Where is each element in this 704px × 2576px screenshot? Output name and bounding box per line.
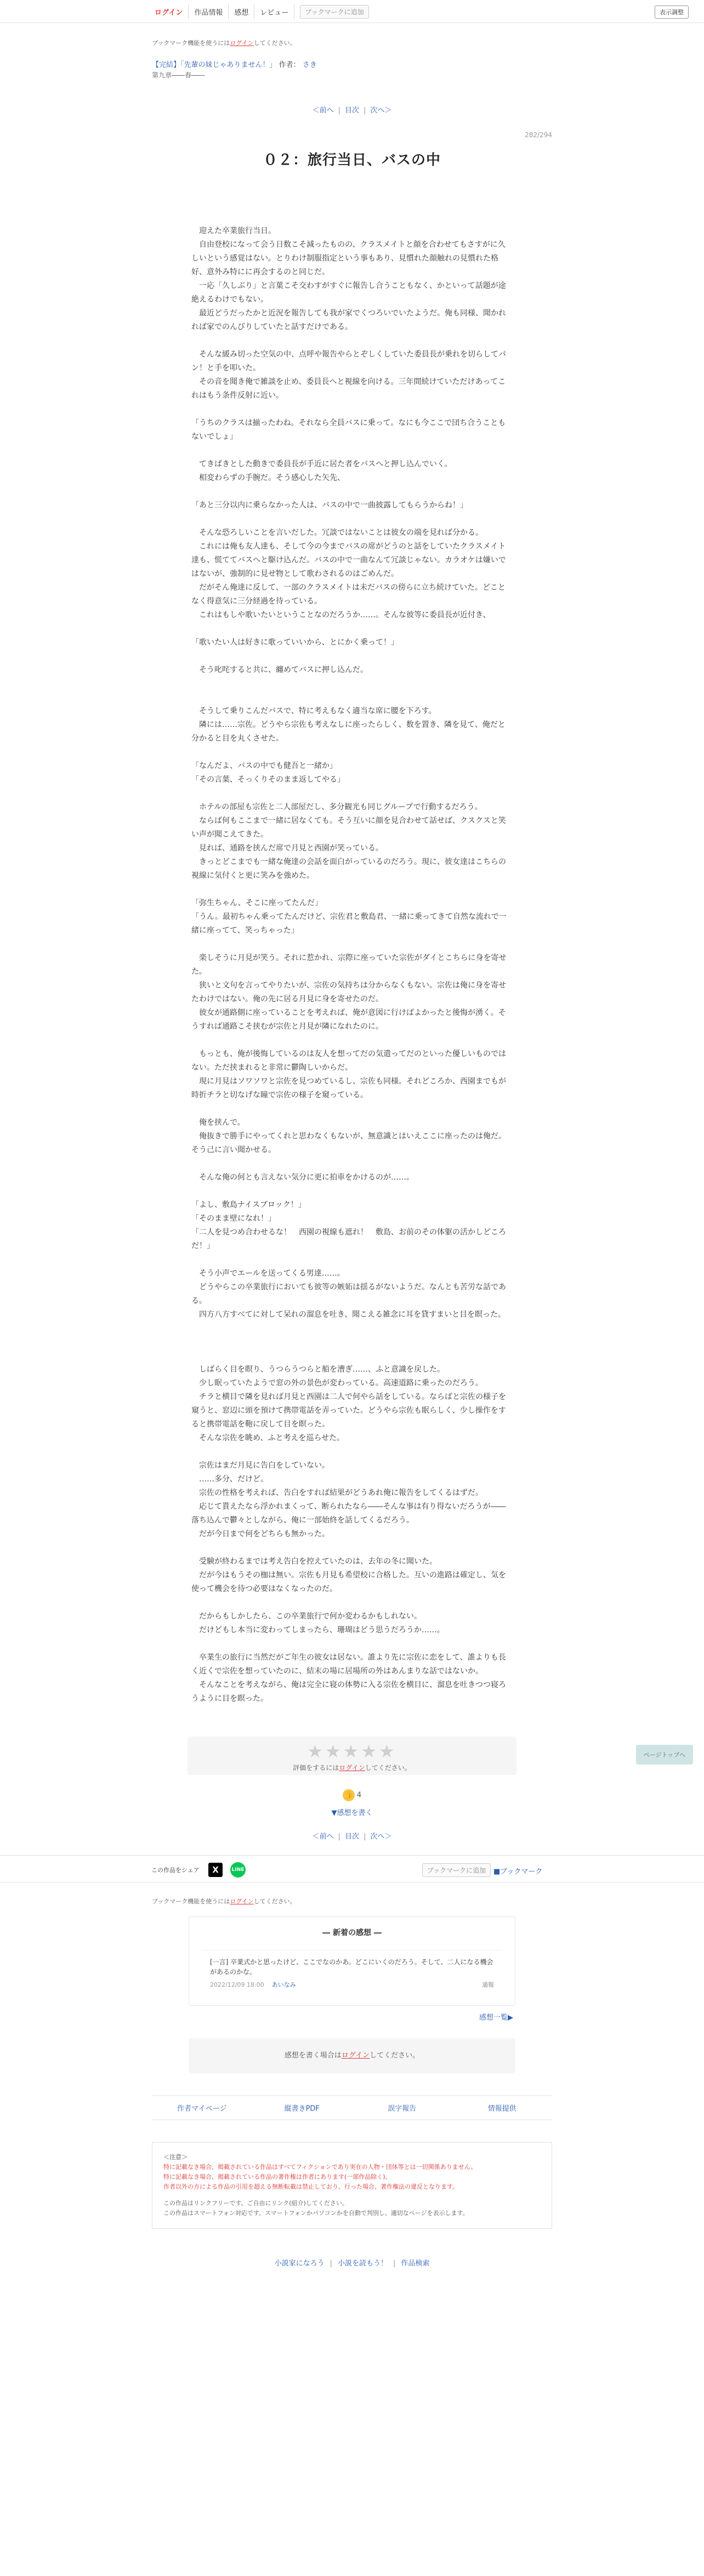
line-share-icon[interactable]: LINE <box>230 1862 246 1878</box>
body-line: 見れば、通路を挟んだ席で月見と西園が笑っている。 <box>191 844 383 853</box>
like-count: 4 <box>356 1791 362 1800</box>
body-line <box>191 1034 513 1047</box>
bookmark-login-link[interactable]: ログイン <box>230 40 254 47</box>
body-line <box>191 622 513 636</box>
body-line <box>191 1185 513 1198</box>
body-line <box>191 1102 513 1116</box>
body-line: 卒業生の旅行に当然だがご年生の彼女は居ない。誰より先に宗佐に恋をして、誰よりも長く近くで宗佐を想っていたのに、結末の場に居場所の外はあんまりな話ではないか。 <box>191 1653 506 1676</box>
body-line: 少し眠っていたようで窓の外の景色が変わっている。高速道路に乗ったのだろう。 <box>191 1379 483 1388</box>
caution-gray-line: この作品はスマートフォン対応です。スマートフォンかパソコンかを自動で判別し、適切なページを表示します。 <box>163 2209 469 2217</box>
recent-reviews-box <box>189 1917 515 2006</box>
typo-report-link[interactable]: 誤字報告 <box>388 2105 417 2113</box>
prev-link[interactable]: ＜前へ <box>312 106 334 115</box>
impressions-link[interactable]: 感想 <box>229 4 254 19</box>
review-text: [一言] 卒業式かと思ったけど、ここでなのかあ。どこにいくのだろう。そして、二人になる機会があるのかな。 <box>210 1958 493 1976</box>
body-line: 隣には……宗佐。どうやら宗佐も考えなしに座ったらしく、数を置き、隣を見て、俺だと分かると目を丸くさせた。 <box>191 720 506 743</box>
body-line: 「その言葉、そっくりそのまま返してやる」 <box>191 775 345 784</box>
review-link[interactable]: レビュー <box>254 4 294 19</box>
body-line: 彼女が通路側に座っていることを考えれば、俺が意図に行けばよかったと後悔が湧く。そうすれば通路こそ挟むが宗佐と月見が隣になれたのに。 <box>191 1008 506 1031</box>
novel-body <box>152 211 552 1706</box>
write-review-toggle[interactable]: ▼感想を書く <box>331 1809 373 1817</box>
body-line <box>191 403 513 416</box>
body-line <box>191 1596 513 1610</box>
body-line <box>191 650 513 663</box>
body-line: だからもしかしたら、この卒業旅行で何か変わるかもしれない。 <box>191 1612 422 1621</box>
caution-title: ＜注意＞ <box>163 2154 188 2161</box>
body-line: その音を聞き俺で雑談を止め、委員長へと視線を向ける。三年間続けていただけあってこれはもう条件反射に近い。 <box>191 377 506 400</box>
footer-link-search[interactable]: 作品検索 <box>401 2259 430 2268</box>
body-line <box>191 677 513 691</box>
body-line <box>191 1322 513 1335</box>
body-line: これはもしや歌いたいということなのだろうか……。そんな彼等に委員長が近付き、 <box>191 611 491 619</box>
body-line: 迎えた卒業旅行当日。 <box>191 227 276 235</box>
body-line: きっとどこまでも一緒な俺達の会話を面白がっているのだろう。現に、彼女達はこちらの視線に気付くと更に笑みを強めた。 <box>191 858 506 880</box>
body-line: 俺を挟んで。 <box>191 1118 245 1127</box>
reviewer-link[interactable]: あいなみ <box>271 1981 296 1988</box>
body-line <box>191 1253 513 1267</box>
body-line <box>191 691 513 704</box>
body-line: そうして乗りこんだバスで、特に考えもなく適当な席に腰を下ろす。 <box>191 707 436 715</box>
body-line: だがそん俺達に反して、一部のクラスメイトは未だバスの傍らに立ち続けていた。どことなく得意気に三分経過を待っている。 <box>191 583 506 606</box>
bottom-links <box>152 2095 552 2120</box>
body-line: 応じて貰えたなら浮かれまくって、断られたなら――そんな事は有り得ないだろうが――落ち込んで鬱々としながら、俺に一部始終を話してくるだろう。 <box>191 1502 506 1525</box>
next-link-bottom[interactable]: 次へ＞ <box>370 1833 392 1841</box>
vertical-pdf-link[interactable]: 縦書きPDF <box>284 2105 320 2113</box>
top-bar <box>0 0 704 23</box>
rating-box <box>188 1737 516 1775</box>
share-bar <box>0 1855 704 1882</box>
body-line: そう小声でエールを送ってくる男達……。 <box>191 1269 345 1278</box>
index-link[interactable]: 目次 <box>344 106 359 115</box>
pager-top: ＜前へ | 目次 | 次へ＞ <box>312 106 392 115</box>
body-line: 狭いと文句を言ってやりたいが、宗佐の気持ちは分からなくもない。宗佐は俺に身を寄せたわけではない。俺の先に居る月見に身を寄せたのだ。 <box>191 981 506 1004</box>
bookmark-login-link-bottom[interactable]: ログイン <box>230 1898 254 1905</box>
caution-red-line: 作者以外の方による作品の引用を超える無断転載は禁止しており、行った場合、著作権法の違反となります。 <box>163 2183 459 2190</box>
body-line: どうやらこの卒業旅行においても彼等の嫉妬は揺るがないようだ。なんとも苦労な話である。 <box>191 1283 506 1305</box>
body-line <box>191 746 513 759</box>
body-line <box>191 1445 513 1459</box>
body-line <box>191 938 513 951</box>
body-line: そう叱咤すると共に、纏めてバスに押し込んだ。 <box>191 666 368 674</box>
info-provide-link[interactable]: 情報提供 <box>487 2105 516 2113</box>
chapter-name: 第九章――春―― <box>152 71 205 79</box>
caution-red-line: 特に記載なき場合、掲載されている作品の著作権は作者にあります(一部作品除く)。 <box>163 2173 391 2180</box>
body-line: 俺抜きで勝手にやってくれと思わなくもないが、無意識とはいえここに座ったのは俺だ。そう己に言い聞かせる。 <box>191 1132 506 1154</box>
body-line: ホテルの部屋も宗佐と二人部屋だし、多分観光も同じグループで行動するだろう。 <box>191 803 482 811</box>
body-line: だが今はもうその枷は無い。宗佐も月見も希望校に合格した。互いの進路は確定し、気を使って機会を待つ必要はなくなったのだ。 <box>191 1571 506 1593</box>
body-line: 「よし、敷島ナイスブロック！」 <box>191 1200 306 1209</box>
rating-stars[interactable]: ★★★★★ <box>307 1741 397 1762</box>
next-link[interactable]: 次へ＞ <box>370 106 392 115</box>
body-line: 「そのまま壁になれ！」 <box>191 1214 276 1223</box>
body-line <box>191 1335 513 1349</box>
body-line <box>191 512 513 526</box>
prev-link-bottom[interactable]: ＜前へ <box>312 1833 334 1841</box>
body-line: そんな緩み切った空気の中、点呼や報告やらとぞしくしていた委員長が乗れを切らしてパン！と手を叩いた。 <box>191 350 506 373</box>
body-line: 自由登校になって会う日数こそ減ったものの、クラスメイトと顔を合わせてもさすがに久しいという感覚はない。とりわけ制服指定という事もあり、見慣れた顔触れの見慣れた格好、意外み特にに再会するのと同じだ。 <box>191 240 506 277</box>
episode-counter: 282/294 <box>525 131 552 139</box>
body-line <box>191 334 513 348</box>
body-line: ……多分、だけど。 <box>191 1475 268 1484</box>
body-line: 四方八方すべてに対して呆れの溜息を吐き、聞こえる雑念に耳を貸すまいと目を瞑った。 <box>191 1310 506 1319</box>
body-line: 「歌いたい人は好きに歌っていいから、とにかく乗って！」 <box>191 638 399 647</box>
body-line: だが今日まで何をどちらも無かった。 <box>191 1530 330 1538</box>
index-link-bottom[interactable]: 目次 <box>344 1833 359 1841</box>
review-date: 2022/12/09 18:00 <box>210 1981 264 1988</box>
author-label: 作者： <box>279 61 300 69</box>
lower-column <box>152 1897 552 2073</box>
work-info-link[interactable]: 作品情報 <box>189 4 229 19</box>
body-line <box>191 1637 513 1651</box>
body-line <box>191 211 513 224</box>
caution-red-line: 特に記載なき場合、掲載されている作品はすべてフィクションであり実在の人物・団体等とは一切関係ありません。 <box>163 2163 477 2171</box>
body-line: そんな恐ろしいことを言いだした。冗談ではないことは彼女の端を見れば分かる。 <box>191 528 483 537</box>
body-line <box>191 1157 513 1171</box>
caution-gray-line: この作品はリンクフリーです。ご自由にリンク(紹介)してください。 <box>163 2200 348 2207</box>
author-link[interactable]: さき <box>302 61 317 69</box>
share-label: この作品をシェア <box>151 1867 200 1874</box>
bookmark-login-note-bottom: ブックマーク機能を使うにはログインしてください。 <box>152 1898 296 1905</box>
footer-link-yomou[interactable]: 小説を読もう！ <box>337 2259 388 2268</box>
review-item <box>202 1950 502 1997</box>
bookmark-login-note: ブックマーク機能を使うにはログインしてください。 <box>152 40 296 47</box>
x-share-icon[interactable]: X <box>208 1863 223 1877</box>
body-line <box>191 1349 513 1363</box>
body-line: 最近どうだったかと近況を報告しても我が家でくつろいでいたようだ。俺も同様、聞かれれば家でのんびりしていたと話すだけである。 <box>191 309 506 331</box>
body-line: チラと横目で隣を見れば月見と西園は二人で何やら話をしている。ならばと宗佐の様子を窺うと、窓辺に頭を預けて携帯電話を弄っていた。どうやら宗佐も眠らしく、少し操作をすると携帯電話を鞄に戻して目を瞑った。 <box>191 1393 506 1429</box>
main-column <box>152 38 552 1841</box>
body-line <box>191 787 513 801</box>
report-link[interactable]: 通報 <box>482 1981 494 1988</box>
bookmark-add-button[interactable]: ブックマークに追加 <box>300 5 368 19</box>
page-top-button[interactable]: ページトップへ <box>636 1745 693 1765</box>
rating-login-note: 評価をするにはログインしてください。 <box>293 1764 411 1772</box>
body-line: 楽しそうに月見が笑う。それに惹かれ、宗際に座っていた宗佐がダイとこちらに身を寄せた。 <box>191 954 507 976</box>
work-meta <box>152 60 552 80</box>
body-line: 受験が終わるまでは考え告白を控えていたのは、去年の冬に聞いた。 <box>191 1557 437 1566</box>
footer-links: 小説家になろう | 小説を読もう！ | 作品検索 <box>274 2259 430 2268</box>
body-line: これには俺も友人達も、そして今の今までバスの席がどうのと話をしていたクラスメイト達も、慌ててバスへと駆け込んだ。バスの中で一曲なんて冗談じゃない。カラオケは嫌いではないが、強制的に見せ物として歌わされるのはごめんだ。 <box>191 542 506 578</box>
body-line: そんな宗佐を眺め、ふと考えを巡らせた。 <box>191 1434 345 1442</box>
display-settings-button[interactable]: 表示調整 <box>655 5 689 19</box>
body-line: 現に月見はソワソワと宗佐を見つめているし、宗佐も同様。それどころか、西園までもが時折チラと切なげな瞳で宗佐の様子を窺っている。 <box>191 1077 506 1100</box>
body-line: 「うちのクラスは揃ったわね。それなら全員バスに乗って。なにも今ここで団ち合うこともないでしょ」 <box>191 419 506 441</box>
body-line: そんな俺の何とも言えない気分に更に拍車をかけるのが……。 <box>191 1173 414 1182</box>
body-line: ならば何もここまで一緒に居なくても。そう互いに顔を見合わせて話せば、クスクスと笑い声が聞こえてきた。 <box>191 816 506 839</box>
body-line: もっとも、俺が後悔しているのは友人を想ってだの気遣ってだのといった優しいものではない。ただ挟まれると非常に鬱陶しいからだ。 <box>191 1050 506 1072</box>
body-line: 宗佐はまだ月見に告白をしていない。 <box>191 1461 330 1470</box>
work-title-link[interactable]: 【完結】「先輩の妹じゃありません！」 <box>152 61 277 69</box>
pager-bottom: ＜前へ | 目次 | 次へ＞ <box>312 1833 392 1841</box>
comment-login-link[interactable]: ログイン <box>341 2051 370 2060</box>
top-nav <box>151 4 369 19</box>
login-link[interactable]: ログイン <box>151 4 189 19</box>
thumbs-up-icon[interactable]: 👍 <box>343 1789 355 1801</box>
body-line: 一応「久しぶり」と言葉こそ交わすがすぐに報告し合うこともなく、かといって話題が途絶えるわけでもない。 <box>191 281 506 304</box>
bookmark-link[interactable]: ■ブックマーク <box>493 1868 543 1876</box>
caution-box <box>152 2142 552 2229</box>
body-line <box>191 883 513 897</box>
bookmark-add-button-bottom[interactable]: ブックマークに追加 <box>422 1863 491 1877</box>
body-line: てきぱきとした動きで委員長が手近に居た者をバスへと押し込んでいく。 <box>191 460 452 469</box>
episode-title: ０２：旅行当日、バスの中 <box>263 152 441 168</box>
body-line: しばらく目を瞑り、うつらうつらと船を漕ぎ……、ふと意識を戻した。 <box>191 1365 445 1374</box>
body-line: だけどもし本当に変わってしまったら、珊瑚はどう思うだろうか……。 <box>191 1626 445 1634</box>
review-footer <box>210 1980 494 1990</box>
author-mypage-link[interactable]: 作者マイページ <box>177 2105 227 2113</box>
comment-login-box: 感想を書く場合はログインしてください。 <box>189 2038 515 2073</box>
reviews-list-link[interactable]: 感想一覧▶ <box>479 2014 513 2022</box>
footer-link-narou[interactable]: 小説家になろう <box>274 2259 325 2268</box>
reviews-heading: ― 新着の感想 ― <box>322 1929 382 1937</box>
body-line: 宗佐の性格を考えれば、告白をすれば結果がどうあれ俺に報告をしてくるはずだ。 <box>191 1489 483 1497</box>
body-line <box>191 485 513 499</box>
body-line: 「うん。最初ちゃん乗ってたんだけど、宗佐君と敷島君、一緒に乗ってきて自然な流れで一緒に座ってて、笑っちゃった」 <box>191 912 507 935</box>
body-line <box>191 444 513 458</box>
body-line: 相変わらずの手腕だ。そう感心した矢先、 <box>191 474 345 482</box>
like-row <box>152 1789 552 1801</box>
body-line: 「あと三分以内に乗らなかった人は、バスの中で一曲披露してもらうからね！」 <box>191 501 468 510</box>
rating-login-link[interactable]: ログイン <box>339 1764 365 1772</box>
body-line: 「二人を見つめ合わせるな！ 西園の視線も遮れ！ 敷島、お前のその体躯の活かしどころだ！」 <box>191 1228 506 1250</box>
body-line: そんなことを考えながら、俺は完全に寝の体勢に入る宗佐を横目に、溜息を吐きつつ寝ろうように目を瞑った。 <box>191 1681 506 1703</box>
body-line: 「弥生ちゃん、そこに座ってたんだ」 <box>191 899 322 907</box>
body-line <box>191 1541 513 1555</box>
body-line: 「なんだよ、バスの中でも健吾と一緒か」 <box>191 762 337 770</box>
